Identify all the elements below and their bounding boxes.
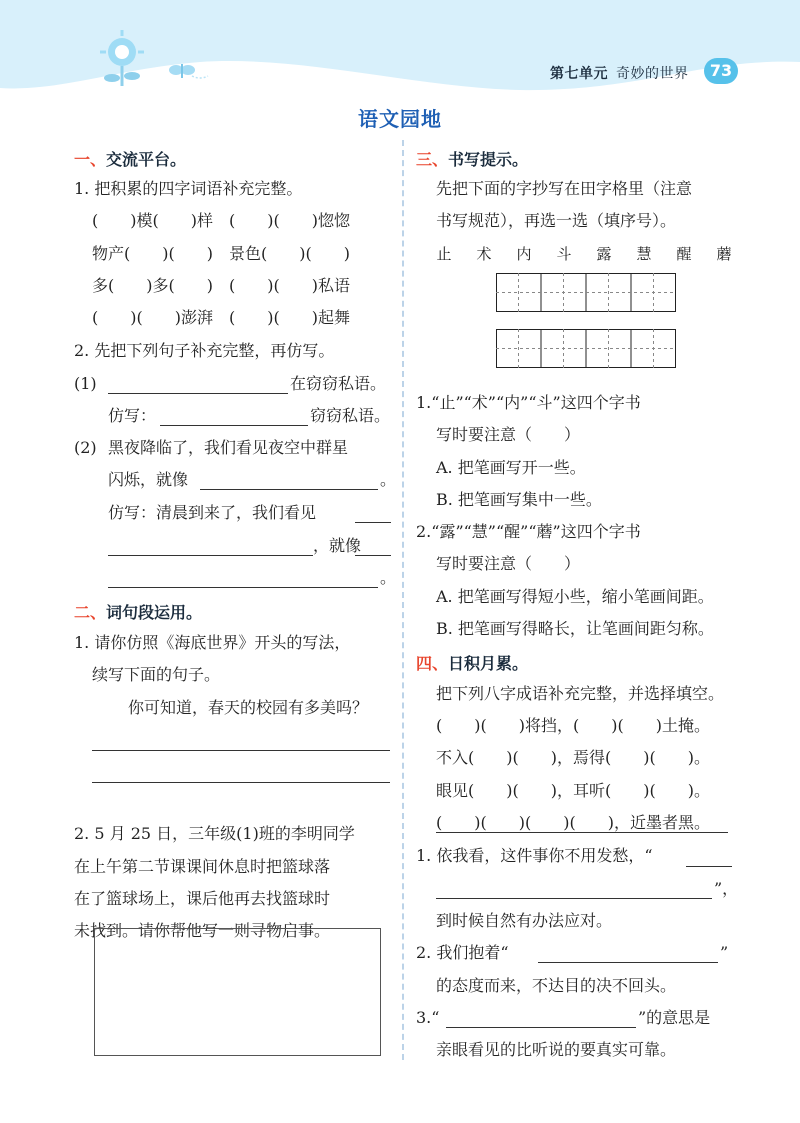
character: 内 xyxy=(516,245,532,263)
idiom-fill-row: ( )( )将挡，( )( )土掩。 xyxy=(436,716,710,735)
option-b[interactable]: B. 把笔画写得略长，让笔画间距匀称。 xyxy=(436,619,714,638)
answer-line[interactable] xyxy=(200,489,378,490)
sentence-text: 黑夜降临了，我们看见夜空中群星 xyxy=(108,438,349,457)
character: 术 xyxy=(476,245,492,263)
page-number-badge: 73 xyxy=(704,58,738,84)
imitate-label: 仿写： xyxy=(108,406,157,425)
question-text: 亲眼看见的比听说的要真实可靠。 xyxy=(436,1040,677,1059)
section-heading-2: 二、词句段运用。 xyxy=(74,603,203,622)
answer-line[interactable] xyxy=(538,962,718,963)
answer-line[interactable] xyxy=(355,555,391,556)
question-text: ” xyxy=(720,943,729,962)
question-text: ”的意思是 xyxy=(638,1008,711,1027)
idiom-fill-row: 多( )多( ) ( )( )私语 xyxy=(92,276,350,295)
question-text: 2. 5 月 25 日，三年级(1)班的李明同学 xyxy=(74,824,355,843)
character: 斗 xyxy=(556,245,572,263)
answer-line[interactable] xyxy=(108,393,288,394)
question-text: 续写下面的句子。 xyxy=(92,665,221,684)
sentence-label: (2) xyxy=(74,438,97,457)
character-list xyxy=(424,243,744,264)
section-heading-4: 四、日积月累。 xyxy=(416,654,529,673)
idiom-fill-row: 物产( )( ) 景色( )( ) xyxy=(92,244,350,263)
idiom-fill-row: ( )( )澎湃 ( )( )起舞 xyxy=(92,308,350,327)
question-text: 写时要注意（ ） xyxy=(436,554,581,573)
butterfly-icon xyxy=(169,64,208,78)
section-heading-3: 三、书写提示。 xyxy=(416,150,529,169)
question-text: 你可知道，春天的校园有多美吗？ xyxy=(128,698,369,717)
idiom-fill-row: 不入( )( )，焉得( )( )。 xyxy=(436,748,710,767)
section-heading-1: 一、交流平台。 xyxy=(74,150,187,169)
option-b[interactable]: B. 把笔画写集中一些。 xyxy=(436,490,602,509)
question-text: 写时要注意（ ） xyxy=(436,425,581,444)
character: 蘑 xyxy=(716,245,732,263)
character: 慧 xyxy=(636,245,652,263)
sentence-text: ，就像 xyxy=(313,536,362,555)
question-text: 2.“露”“慧”“醒”“蘑”这四个字书 xyxy=(416,522,641,541)
question-text: 在了篮球场上，课后他再去找篮球时 xyxy=(74,889,331,908)
sentence-text: 窃窃私语。 xyxy=(310,406,391,425)
page-title: 语文园地 xyxy=(358,107,442,131)
answer-line[interactable] xyxy=(686,866,732,867)
character: 醒 xyxy=(676,245,692,263)
answer-line[interactable] xyxy=(160,425,308,426)
imitate-label: 仿写：清晨到来了，我们看见 xyxy=(108,503,317,522)
sentence-text: 在窃窃私语。 xyxy=(290,374,387,393)
option-a[interactable]: A. 把笔画写得短小些，缩小笔画间距。 xyxy=(436,587,714,606)
idiom-fill-row: 眼见( )( )，耳听( )( )。 xyxy=(436,781,710,800)
question-text: 1. 依我看，这件事你不用发愁，“ xyxy=(416,846,653,865)
question-text: 在上午第二节课课间休息时把篮球落 xyxy=(74,857,331,876)
option-a[interactable]: A. 把笔画写开一些。 xyxy=(436,458,586,477)
idiom-fill-row: ( )( )( )( )，近墨者黑。 xyxy=(436,813,710,832)
tianzige-grid[interactable] xyxy=(496,273,676,369)
question-text: 的态度而来，不达目的决不回头。 xyxy=(436,976,677,995)
answer-line[interactable] xyxy=(108,587,378,588)
question-text: 1. 请你仿照《海底世界》开头的写法， xyxy=(74,633,351,652)
unit-title: 第七单元 奇妙的世界 xyxy=(550,66,689,82)
answer-line[interactable] xyxy=(446,1027,636,1028)
underline xyxy=(436,832,728,833)
sentence-text: 。 xyxy=(380,568,397,587)
column-divider xyxy=(402,140,404,1060)
answer-line[interactable] xyxy=(92,782,390,783)
answer-line[interactable] xyxy=(92,750,390,751)
question-text: ”， xyxy=(714,879,739,898)
answer-line[interactable] xyxy=(355,522,391,523)
question-text: 2. 我们抱着“ xyxy=(416,943,509,962)
question-text: 到时候自然有办法应对。 xyxy=(436,911,613,930)
question-text: 1.“止”“术”“内”“斗”这四个字书 xyxy=(416,393,641,412)
answer-box[interactable] xyxy=(94,928,381,1056)
instruction-text: 先把下面的字抄写在田字格里（注意 xyxy=(436,179,693,198)
answer-line[interactable] xyxy=(436,898,712,899)
header-band xyxy=(0,0,800,110)
sentence-text: 。 xyxy=(380,470,397,489)
question-text: 1. 把积累的四字词语补充完整。 xyxy=(74,179,303,198)
question-text: 2. 先把下列句子补充完整，再仿写。 xyxy=(74,341,335,360)
question-text: 未找到。请你帮他写一则寻物启事。 xyxy=(74,921,331,940)
character: 止 xyxy=(436,245,452,263)
character: 露 xyxy=(596,245,612,263)
instruction-text: 把下列八字成语补充完整，并选择填空。 xyxy=(436,684,725,703)
sentence-text: 闪烁，就像 xyxy=(108,470,189,489)
sentence-label: (1) xyxy=(74,374,97,393)
idiom-fill-row: ( )模( )样 ( )( )惚惚 xyxy=(92,211,350,230)
question-text: 3.“ xyxy=(416,1008,440,1027)
instruction-text: 书写规范），再选一选（填序号）。 xyxy=(436,211,677,230)
answer-line[interactable] xyxy=(108,555,313,556)
